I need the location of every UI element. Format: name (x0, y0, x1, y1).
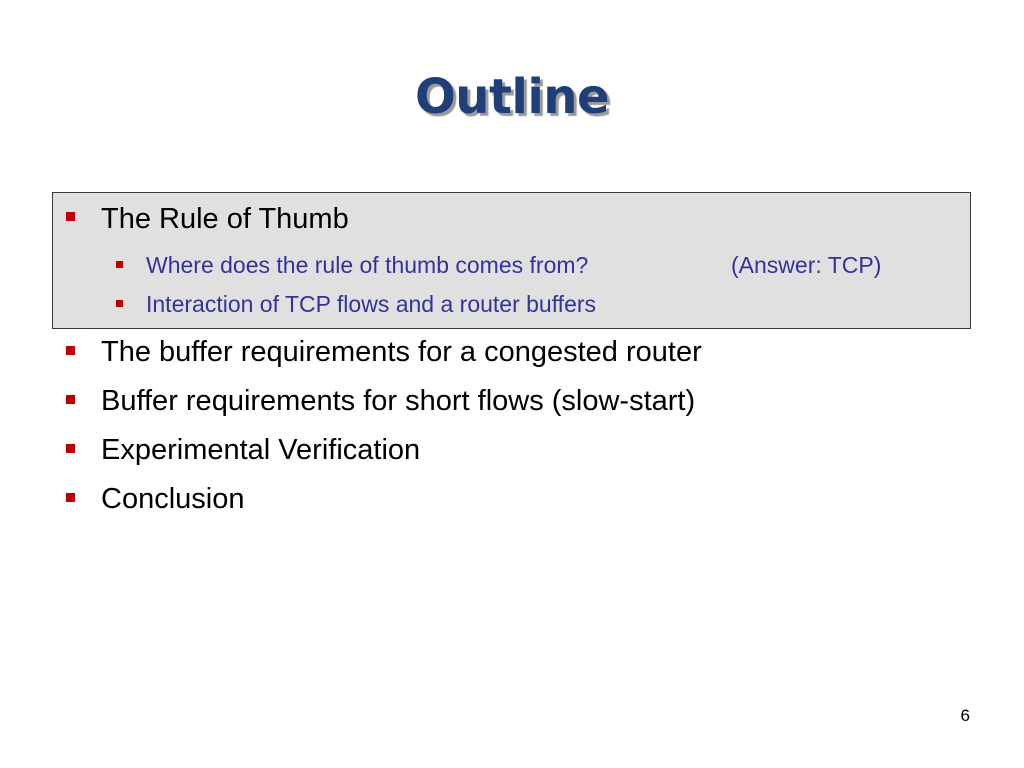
list-subitem-note: (Answer: TCP) (731, 252, 882, 278)
square-bullet-icon (66, 212, 75, 221)
square-bullet-icon (66, 346, 75, 355)
list-item-text: The Rule of Thumb (101, 203, 349, 235)
square-bullet-icon (116, 261, 123, 268)
page-number: 6 (960, 706, 970, 725)
list-item-text: The buffer requirements for a congested router (101, 336, 702, 368)
square-bullet-icon (66, 395, 75, 404)
list-item-text: Conclusion (101, 483, 245, 515)
square-bullet-icon (66, 444, 75, 453)
list-item-text: Buffer requirements for short flows (slow-start) (101, 385, 696, 417)
square-bullet-icon (66, 493, 75, 502)
list-subitem-text: Where does the rule of thumb comes from? (146, 252, 589, 278)
slide-title: Outline (414, 69, 610, 125)
list-subitem-text: Interaction of TCP flows and a router buffers (146, 291, 597, 317)
square-bullet-icon (116, 300, 123, 307)
list-item-text: Experimental Verification (101, 434, 421, 466)
